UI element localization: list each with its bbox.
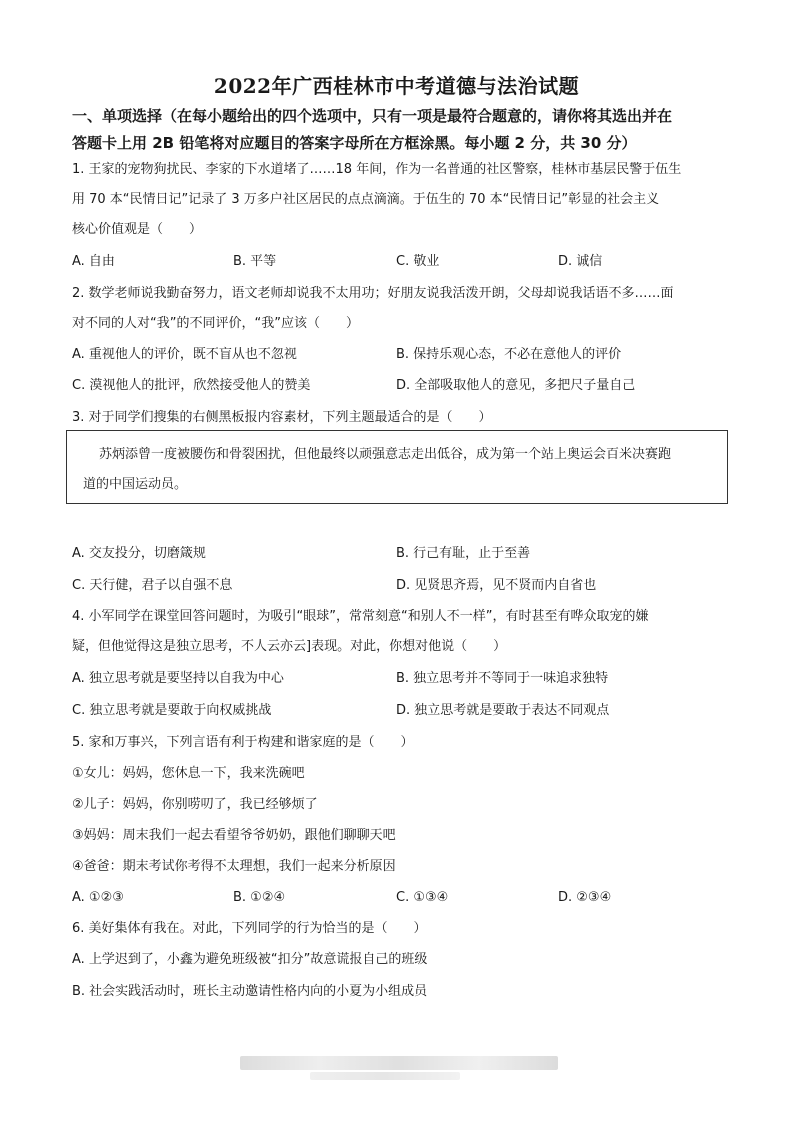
q5-item-3: ③妈妈：周末我们一起去看望爷爷奶奶，跟他们聊聊天吧 xyxy=(72,828,396,843)
q2-option-a[interactable]: A. 重视他人的评价，既不盲从也不忽视 xyxy=(72,347,297,362)
q1-option-d[interactable]: D. 诚信 xyxy=(558,254,603,269)
q1-option-c[interactable]: C. 敬业 xyxy=(396,254,440,269)
q5-stem-line-1: 5. 家和万事兴，下列言语有利于构建和谐家庭的是（ ） xyxy=(72,735,414,750)
q5-option-a[interactable]: A. ①②③ xyxy=(72,890,124,905)
q2-option-b[interactable]: B. 保持乐观心态，不必在意他人的评价 xyxy=(396,347,622,362)
section-heading-line-1: 一、单项选择（在每小题给出的四个选项中，只有一项是最符合题意的，请你将其选出并在 xyxy=(72,107,673,125)
q5-option-b[interactable]: B. ①②④ xyxy=(233,890,286,905)
q4-stem-line-1: 4. 小军同学在课堂回答问题时，为吸引“眼球”，常常刻意“和别人不一样”，有时甚至有哗众取宠的嫌 xyxy=(72,609,649,624)
q5-item-4: ④爸爸：期末考试你考得不太理想，我们一起来分析原因 xyxy=(72,859,396,874)
q4-option-d[interactable]: D. 独立思考就是要敢于表达不同观点 xyxy=(396,703,610,718)
q1-stem-line-1: 1. 王家的宠物狗扰民、李家的下水道堵了……18 年间，作为一名普通的社区警察，桂林市基层民警于伍生 xyxy=(72,162,682,177)
q3-option-c[interactable]: C. 天行健，君子以自强不息 xyxy=(72,578,233,593)
q3-option-d[interactable]: D. 见贤思齐焉，见不贤而内自省也 xyxy=(396,578,597,593)
q2-option-d[interactable]: D. 全部吸取他人的意见，多把尺子量自己 xyxy=(396,378,636,393)
q6-stem-line-1: 6. 美好集体有我在。对此，下列同学的行为恰当的是（ ） xyxy=(72,921,427,936)
q5-item-2: ②儿子：妈妈，你别唠叨了，我已经够烦了 xyxy=(72,797,318,812)
q1-option-a[interactable]: A. 自由 xyxy=(72,254,115,269)
q4-option-c[interactable]: C. 独立思考就是要敢于向权威挑战 xyxy=(72,703,272,718)
q5-option-d[interactable]: D. ②③④ xyxy=(558,890,612,905)
section-heading xyxy=(72,103,732,157)
q2-stem-line-1: 2. 数学老师说我勤奋努力，语文老师却说我不太用功；好朋友说我活泼开朗，父母却说我话语不多……面 xyxy=(72,286,674,301)
q3-stem-line-1: 3. 对于同学们搜集的右侧黑板报内容素材，下列主题最适合的是（ ） xyxy=(72,410,492,425)
page-title: 2022年广西桂林市中考道德与法治试题 xyxy=(213,74,580,98)
q3-material-line-1: 苏炳添曾一度被腰伤和骨裂困扰，但他最终以顽强意志走出低谷，成为第一个站上奥运会百米决赛跑 xyxy=(99,447,672,462)
q1-stem-line-3: 核心价值观是（ ） xyxy=(72,222,203,237)
q3-option-b[interactable]: B. 行己有耻，止于至善 xyxy=(396,546,531,561)
q4-option-b[interactable]: B. 独立思考并不等同于一味追求独特 xyxy=(396,671,609,686)
footer-watermark xyxy=(240,1056,558,1070)
q3-material-line-2: 道的中国运动员。 xyxy=(83,477,188,492)
q6-option-b[interactable]: B. 社会实践活动时，班长主动邀请性格内向的小夏为小组成员 xyxy=(72,984,428,999)
footer-watermark-sub xyxy=(310,1072,460,1080)
q4-stem-line-2: 疑，但他觉得这是独立思考，不人云亦云]表现。对此，你想对他说（ ） xyxy=(72,639,507,654)
q1-option-b[interactable]: B. 平等 xyxy=(233,254,277,269)
q3-material-box xyxy=(66,430,728,504)
q2-option-c[interactable]: C. 漠视他人的批评，欣然接受他人的赞美 xyxy=(72,378,311,393)
q1-stem-line-2: 用 70 本“民情日记”记录了 3 万多户社区居民的点点滴滴。于伍生的 70 本“民情日记”彰显的社会主义 xyxy=(72,192,660,207)
q4-option-a[interactable]: A. 独立思考就是要坚持以自我为中心 xyxy=(72,671,284,686)
q3-option-a[interactable]: A. 交友投分，切磨箴规 xyxy=(72,546,206,561)
section-heading-line-2: 答题卡上用 2B 铅笔将对应题目的答案字母所在方框涂黑。每小题 2 分，共 30 分） xyxy=(72,134,637,152)
q5-item-1: ①女儿：妈妈，您休息一下，我来洗碗吧 xyxy=(72,766,305,781)
q2-stem-line-2: 对不同的人对“我”的不同评价，“我”应该（ ） xyxy=(72,316,359,331)
q5-option-c[interactable]: C. ①③④ xyxy=(396,890,449,905)
q6-option-a[interactable]: A. 上学迟到了，小鑫为避免班级被“扣分”故意谎报自己的班级 xyxy=(72,952,428,967)
